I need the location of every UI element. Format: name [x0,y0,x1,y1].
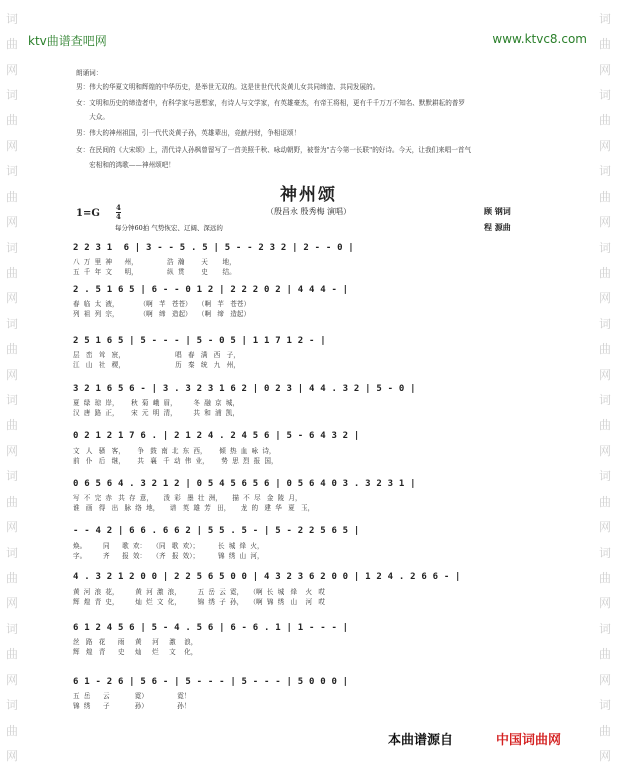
watermark-char: 曲 [598,113,611,128]
site-name-header[interactable]: ktv曲谱查吧网 [28,34,107,48]
narration-line: 朗诵词： [76,69,103,77]
score-lyrics-line: 八 万 里 神 州， 浩 瀚 天 地， [73,258,236,266]
watermark-char: 曲 [598,189,611,204]
narration-line: 大众。 [76,113,109,121]
watermark-char: 网 [5,291,18,306]
score-lyrics-line: 层 峦 耸 宸， 唱 春 满 西 子， [73,351,240,359]
watermark-char: 网 [598,215,611,230]
watermark-char: 词 [598,545,611,560]
score-lyrics-line: 字。 齐 报 效： （齐 报 效）； 锦 绣 山 河， [73,552,264,560]
score-notes-row: 2 . 5 1 6 5 | 6 - - 0 1 2 | 2 2 2 0 2 | 4 4 4 - | [73,285,349,295]
watermark-char: 网 [598,748,611,763]
lyricist-credit: 顾 钢词 [484,206,511,216]
watermark-char: 词 [598,621,611,636]
score-lyrics-line: 春 临 太 液， （啊 芊 苍苍） （啊 芊 苍苍） [73,300,251,308]
watermark-char: 网 [5,367,18,382]
score-lyrics-line: 黄 河 浪 花， 黄 河 激 浪， 五 岳 云 霓， （啊 长 城 烽 火 哎 [73,588,325,596]
watermark-char: 网 [5,672,18,687]
watermark-char: 词 [5,698,18,713]
time-signature [116,204,121,221]
watermark-char: 曲 [598,570,611,585]
score-notes-row: 6 1 2 4 5 6 | 5 - 4 . 5 6 | 6 - 6 . 1 | 1 - - - | [73,623,349,633]
watermark-char: 网 [598,367,611,382]
narration-line: 女：在民间的《大宋颂》上，清代诗人孙枫曾留写了一首美照千秋、咏动朝野，被誉为"古今第一长联"的好诗。今天，让我们来唱一首气 [76,146,472,154]
right-watermark-column [596,0,614,775]
site-url-header[interactable]: www.ktvc8.com [492,32,587,46]
score-notes-row: 3 2 1 6 5 6 - | 3 . 3 2 3 1 6 2 | 0 2 3 | 4 4 . 3 2 | 5 - 0 | [73,384,416,394]
watermark-char: 词 [5,469,18,484]
watermark-char: 网 [5,520,18,535]
watermark-char: 词 [5,621,18,636]
watermark-char: 网 [5,748,18,763]
watermark-char: 词 [5,164,18,179]
watermark-char: 曲 [598,342,611,357]
watermark-char: 网 [5,215,18,230]
watermark-char: 曲 [5,189,18,204]
watermark-char: 曲 [5,265,18,280]
watermark-char: 词 [5,87,18,102]
performers-credit: （殷昌永 殷秀梅 演唱） [265,207,352,216]
watermark-char: 词 [598,164,611,179]
watermark-char: 网 [598,672,611,687]
watermark-char: 词 [5,316,18,331]
tempo-marking: 每分钟60拍 气势恢宏、辽阔、深远的 [115,224,223,232]
score-notes-row: 4 . 3 2 1 2 0 0 | 2 2 5 6 5 0 0 | 4 3 2 3 6 2 0 0 | 1 2 4 . 2 6 6 - | [73,572,461,582]
watermark-char: 曲 [5,342,18,357]
watermark-char: 词 [598,393,611,408]
score-lyrics-line: 文 人 骚 客， 争 鼓 南 北 东 西， 倾 热 血 咏 诗， [73,447,276,455]
watermark-char: 网 [598,291,611,306]
watermark-char: 网 [598,443,611,458]
score-lyrics-line: 汉 唐 路 正， 宋 元 明 清， 共 和 浦 凯， [73,409,239,417]
watermark-char: 网 [598,138,611,153]
score-notes-row: 0 6 5 6 4 . 3 2 1 2 | 0 5 4 5 6 5 6 | 0 5 6 4 0 3 . 3 2 3 1 | [73,479,416,489]
watermark-char: 词 [598,87,611,102]
narration-line: 男：伟大的华夏文明和辉煌的中华历史，是举世无双的。这是世世代代炎黄儿女共同缔造、共同发展的。 [76,83,380,91]
score-lyrics-line: 焕。 同 歌 欢： （同 歌 欢）； 长 城 烽 火， [73,542,264,550]
score-lyrics-line: 写 不 完 赤 共 存 意， 泼 彩 墨 壮 洲， 描 不 尽 金 陵 月， [73,494,302,502]
score-notes-row: 2 2 3 1 6 | 3 - - 5 . 5 | 5 - - 2 3 2 | 2 - - 0 | [73,243,354,253]
watermark-char: 网 [598,596,611,611]
watermark-char: 网 [598,62,611,77]
song-title: 神州颂 [280,185,337,205]
watermark-char: 词 [5,393,18,408]
score-lyrics-line: 丝 路 花 雨 黄 河 激 浪， [73,638,198,646]
watermark-char: 曲 [5,37,18,52]
watermark-char: 网 [598,520,611,535]
watermark-char: 词 [598,11,611,26]
watermark-char: 曲 [5,113,18,128]
watermark-char: 曲 [598,723,611,738]
watermark-char: 曲 [598,647,611,662]
watermark-char: 词 [598,698,611,713]
score-lyrics-line: 五 千 年 文 明， 纵 贯 史 结。 [73,268,236,276]
source-site-link[interactable]: 中国词曲网 [496,733,562,748]
score-notes-row: - - 4 2 | 6 6 . 6 6 2 | 5 5 . 5 - | 5 - 2 2 5 6 5 | [73,526,360,536]
score-notes-row: 6 1 - 2 6 | 5 6 - | 5 - - - | 5 - - - | 5 0 0 0 | [73,677,349,687]
watermark-char: 曲 [598,265,611,280]
watermark-char: 曲 [598,494,611,509]
watermark-char: 词 [5,545,18,560]
narration-line: 女：文明和历史的缔造者中，有科学家与思想家，有诗人与文学家，有英雄豪杰，有帝王将相，更有千千万万不知名、默默耕耘的普罗 [76,99,466,107]
score-lyrics-line: 辉 煌 青 史 灿 烂 文 化， [73,648,198,656]
watermark-char: 曲 [598,418,611,433]
watermark-char: 曲 [5,494,18,509]
watermark-char: 曲 [598,37,611,52]
watermark-char: 曲 [5,723,18,738]
score-lyrics-line: 辉 煌 青 史， 灿 烂 文 化， 锦 绣 子 孙， （啊 锦 绣 山 河 哎 [73,598,325,606]
narration-line: 男：伟大的神州祖国，引一代代炎黄子孙，英雄辈出，竞献丹财，争相讴颂！ [76,129,301,137]
score-lyrics-line: 江 山 社 稷， 历 秦 统 九 州， [73,361,240,369]
watermark-char: 网 [5,443,18,458]
key-signature: 1=G [76,208,100,219]
score-lyrics-line: 夏 绿 琼 岸， 秋 菊 峨 眉， 冬 融 京 城， [73,399,239,407]
watermark-char: 词 [598,469,611,484]
watermark-char: 网 [5,138,18,153]
watermark-char: 网 [5,596,18,611]
score-lyrics-line: 列 祖 列 宗， （啊 缔 造起） （啊 缔 造起） [73,310,251,318]
watermark-char: 曲 [5,418,18,433]
watermark-char: 词 [5,11,18,26]
watermark-char: 网 [5,62,18,77]
watermark-char: 词 [598,316,611,331]
time-signature-bottom: 4 [116,212,121,221]
score-notes-row: 2 5 1 6 5 | 5 - - - | 5 - 0 5 | 1 1 7 1 2 - | [73,336,326,346]
left-watermark-column [3,0,21,775]
watermark-char: 词 [598,240,611,255]
source-label: 本曲谱源自 [388,733,454,748]
score-notes-row: 0 2 1 2 1 7 6 . | 2 1 2 4 . 2 4 5 6 | 5 - 6 4 3 2 | [73,431,360,441]
score-lyrics-line: 锦 绣 子 孙） 孙！ [73,702,191,710]
score-lyrics-line: 前 仆 后 继， 共 襄 千 动 伟 业， 势 思 烈 报 国， [73,457,278,465]
score-lyrics-line: 五 岳 云 霓） 霓！ [73,692,191,700]
composer-credit: 程 源曲 [484,222,511,232]
watermark-char: 词 [5,240,18,255]
watermark-char: 曲 [5,570,18,585]
narration-line: 宏相和的鸿歌——神州颂吧！ [76,161,175,169]
score-lyrics-line: 谁 画 得 出 脉 络 地， 谱 英 雄 芳 田， 龙 的 建 华 夏 玉， [73,504,315,512]
time-signature-top: 4 [116,203,121,212]
watermark-char: 曲 [5,647,18,662]
